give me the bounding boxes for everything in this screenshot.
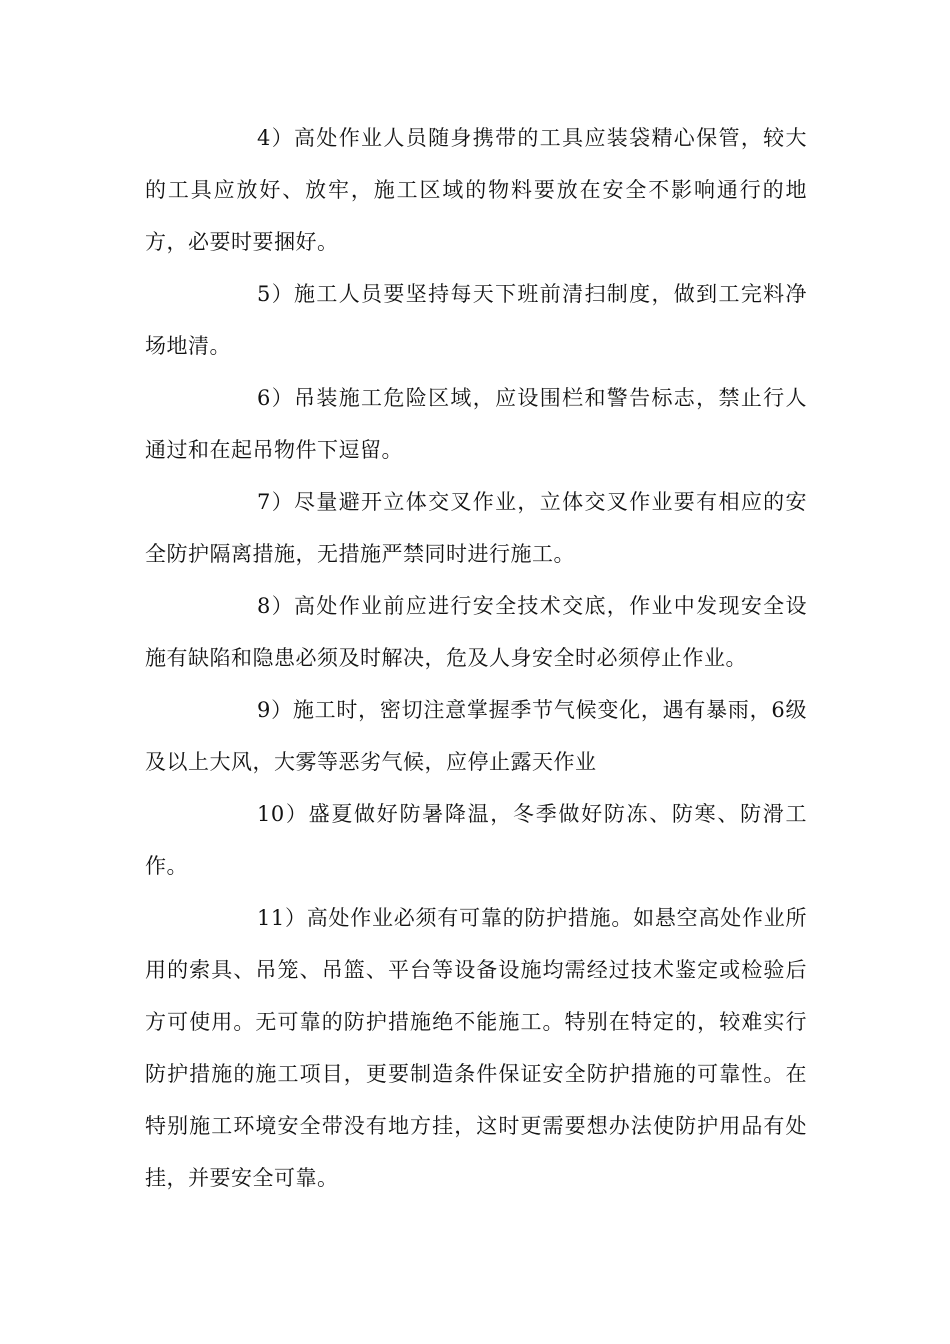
paragraph-item-5: 5）施工人员要坚持每天下班前清扫制度，做到工完料净场地清。 xyxy=(145,282,807,358)
paragraph-item-9: 9）施工时，密切注意掌握季节气候变化，遇有暴雨，6级及以上大风，大雾等恶劣气候，应停止露天作业 xyxy=(145,698,807,774)
document-body xyxy=(145,112,807,1204)
paragraph-item-6: 6）吊装施工危险区域，应设围栏和警告标志，禁止行人通过和在起吊物件下逗留。 xyxy=(145,386,807,462)
paragraph-item-10: 10）盛夏做好防暑降温，冬季做好防冻、防寒、防滑工作。 xyxy=(145,802,807,878)
paragraph-item-7: 7）尽量避开立体交叉作业，立体交叉作业要有相应的安全防护隔离措施，无措施严禁同时进行施工。 xyxy=(145,490,807,566)
paragraph-item-4: 4）高处作业人员随身携带的工具应装袋精心保管，较大的工具应放好、放牢，施工区域的物料要放在安全不影响通行的地方，必要时要捆好。 xyxy=(145,126,807,254)
paragraph-item-8: 8）高处作业前应进行安全技术交底，作业中发现安全设施有缺陷和隐患必须及时解决，危及人身安全时必须停止作业。 xyxy=(145,594,807,670)
paragraph-item-11: 11）高处作业必须有可靠的防护措施。如悬空高处作业所用的索具、吊笼、吊篮、平台等设备设施均需经过技术鉴定或检验后方可使用。无可靠的防护措施绝不能施工。特别在特定的，较难实行防护措施的施工项目，更要制造条件保证安全防护措施的可靠性。在特别施工环境安全带没有地方挂，这时更需要想办法使防护用品有处挂，并要安全可靠。 xyxy=(145,906,807,1190)
